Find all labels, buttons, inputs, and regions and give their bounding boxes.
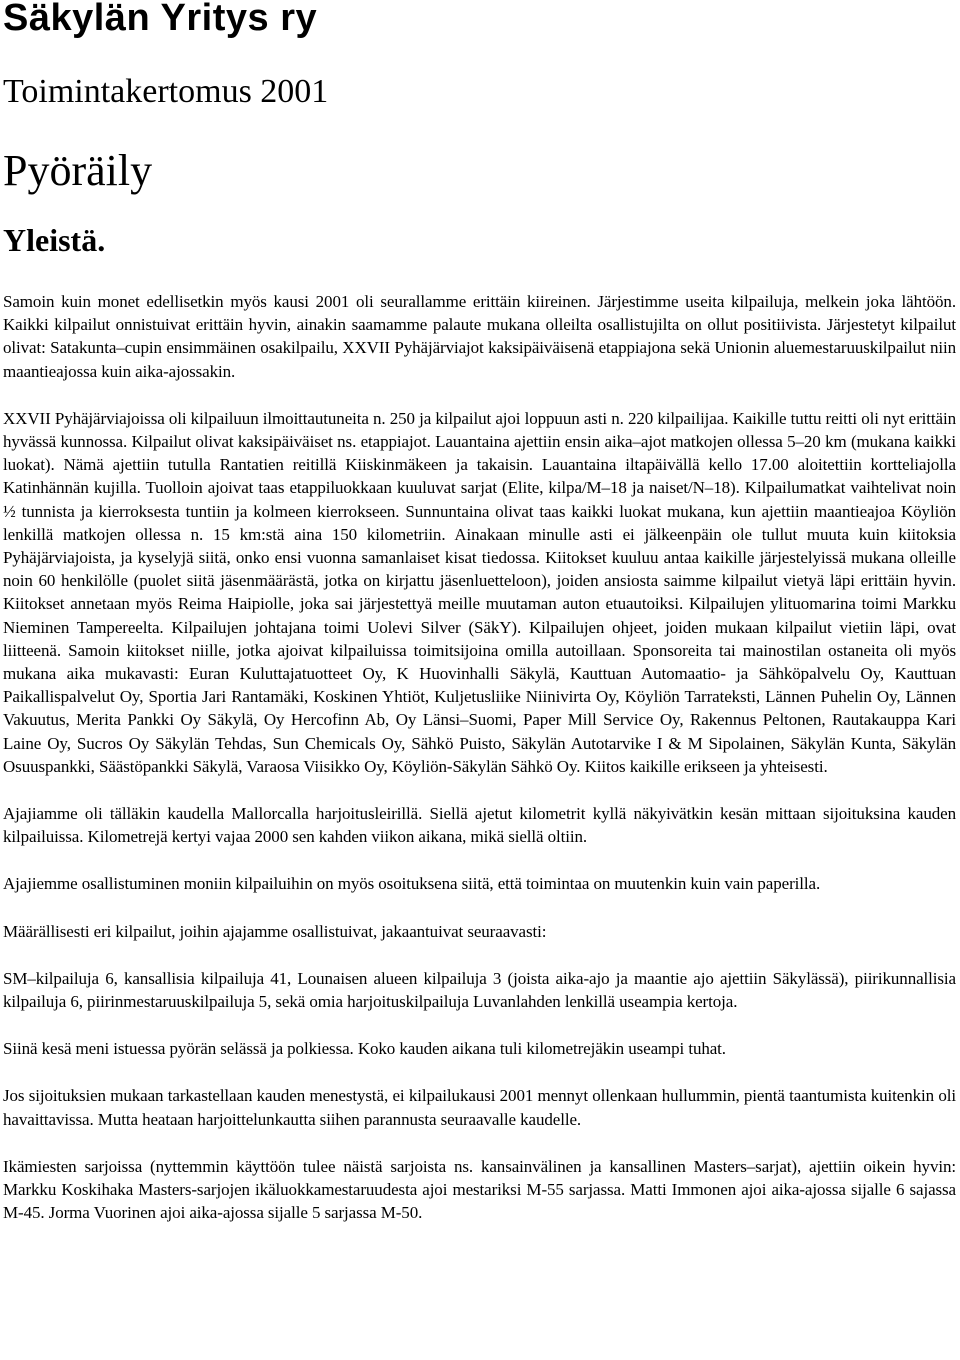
section-heading: Pyöräily xyxy=(3,146,153,195)
paragraph-competition-counts: SM–kilpailuja 6, kansallisia kilpailuja 41, Lounaisen alueen kilpailuja 3 (joista aika-ajo ja maantie ajo ajettiin Säkylässä), piirikunnallisia kilpailuja 6, piirinmestaruuskilpailuja 5, sekä omia harjoituskilpailuja Luvanlahden lenkillä useampia kertoja. xyxy=(3,968,956,1012)
paragraph-intro: Samoin kuin monet edellisetkin myös kausi 2001 oli seurallamme erittäin kiireinen. Järjestimme useita kilpailuja, melkein joka lähtöön. Kaikki kilpailut onnistuivat erittäin hyvin, ainakin saamamme palaute mukana olleilta osallistujilta on ollut positiivista. Järjestetyt kilpailut olivat: Satakunta–cupin ensimmäinen osakilpailu, XXVII Pyhäjärviajot kaksipäiväisenä etappiajona sekä Unionin aluemestaruuskilpailut niin maantieajossa kuin aika-ajossakin. xyxy=(3,292,956,381)
paragraph-participation: Ajajiemme osallistuminen moniin kilpailuihin on myös osoituksena siitä, että toimintaa on muutenkin kuin vain paperilla. xyxy=(3,874,821,894)
document-body xyxy=(3,290,956,1225)
paragraph-pyhajarviajot: XXVII Pyhäjärviajoissa oli kilpailuun ilmoittautuneita n. 250 ja kilpailut ajoi loppuun asti n. 220 kilpailijaa. Kaikille tuttu reitti oli nyt erittäin hyvässä kunnossa. Kilpailut olivat kaksipäiväiset ns. etappiajot. Lauantaina ajettiin ensin aika–ajot matkojen ollessa 5–20 km (mukana kaikki luokat). Nämä ajettiin tutulla Rantatien reitillä Kiiskinmäkeen ja takaisin. Lauantaina iltapäivällä kello 17.00 aloitettiin kortteliajolla Katinhännän kujilla. Tuolloin ajoivat taas etappiluokkaan kuuluvat sarjat (Elite, kilpa/M–18 ja naiset/N–18). Kilpailumatkat vaihtelivat noin ½ tunnista ja kierroksesta tuntiin ja kolmeen kierrokseen. Sunnuntaina olivat taas kaikki luokat mukana, kun ajettiin maantieajoa Köyliön lenkillä matkojen ollessa n. 15 km:stä aina 150 kilometriin. Ainakaan minulle asti ei jälkeenpäin ole tullut muuta kuin kiitoksia Pyhäjärviajoista, ja kyselyjä siitä, onko ensi vuonna samanlaiset kisat tiedossa. Kiitokset kuuluu antaa kaikille järjestelyissä mukana olleille noin 60 henkilölle (puolet siitä jäsenmäärästä, jotka on kirjattu jäsenluetteloon), joiden ansiosta saimme kilpailut vietyä läpi erittäin hyvin. Kiitokset annetaan myös Reima Haipiolle, joka sai järjestettyä meille muutaman auton etuautoiksi. Kilpailujen ylituomarina toimi Markku Nieminen Tampereelta. Kilpailujen johtajana toimi Uolevi Silver (SäkY). Kilpailujen ohjeet, joiden mukaan kilpailut vietiin läpi, ovat liitteenä. Samoin kiitokset niille, jotka ajoivat kilpailuissa toimitsijoina omilla autoillaan. Sponsoreita tai mainostilan ostaneita oli myös mukana aika mukavasti: Euran Kuluttajatuotteet Oy, K Huovinhalli Säkylä, Kauttuan Automaatio- ja Sähköpalvelu Oy, Kauttuan Paikallispalvelut Oy, Sportia Jari Rantamäki, Koskinen Yhtiöt, Kuljetusliike Niinivirta Oy, Köyliön Tarrateksti, Lännen Puhelin Oy, Lännen Vakuutus, Merita Pankki Oy Säkylä, Oy Hercofinn Ab, Oy Länsi–Suomi, Paper Mill Service Oy, Rakennus Peltonen, Rautakauppa Kari Laine Oy, Sucros Oy Säkylän Tehdas, Sun Chemicals Oy, Sähkö Puisto, Säkylän Autotarvike I & M Sipolainen, Säkylän Kunta, Säkylän Osuuspankki, Säästöpankki Säkylä, Varaosa Viisikko Oy, Köyliön-Säkylän Sähkö Oy. Kiitos kaikille erikseen ja yhteisesti. xyxy=(3,408,956,776)
paragraph-summer: Siinä kesä meni istuessa pyörän selässä ja polkiessa. Koko kauden aikana tuli kilometrejäkin useampi tuhat. xyxy=(3,1039,726,1059)
subsection-heading: Yleistä. xyxy=(3,222,106,258)
paragraph-mallorca: Ajajiamme oli tälläkin kaudella Mallorcalla harjoitusleirillä. Siellä ajetut kilometrit kyllä näkyivätkin kesän mittaan sijoituksina kauden kilpailuissa. Kilometrejä kertyi vajaa 2000 sen kahden viikon aikana, mikä siellä oltiin. xyxy=(3,804,956,847)
organization-title: Säkylän Yritys ry xyxy=(3,0,318,39)
report-title: Toimintakertomus 2001 xyxy=(3,73,329,110)
paragraph-season-results: Jos sijoituksien mukaan tarkastellaan kauden menestystä, ei kilpailukausi 2001 mennyt ollenkaan hullummin, pientä taantumista kuitenkin oli havaittavissa. Mutta heataan harjoittelunkautta siihen parannusta seuraavalle kaudelle. xyxy=(3,1086,956,1129)
paragraph-masters: Ikämiesten sarjoissa (nyttemmin käyttöön tulee näistä sarjoista ns. kansainvälinen ja kansallinen Masters–sarjat), ajettiin oikein hyvin: Markku Koskihaka Masters-sarjojen ikäluokkamestaruudesta ajoi mestariksi M-55 sarjassa. Matti Immonen ajoi aika-ajossa sijalle 6 sajassa M-45. Jorma Vuorinen ajoi aika-ajossa sijalle 5 sarjassa M-50. xyxy=(3,1156,956,1223)
paragraph-breakdown-intro: Määrällisesti eri kilpailut, joihin ajajamme osallistuivat, jakaantuivat seuraavasti: xyxy=(3,921,547,941)
